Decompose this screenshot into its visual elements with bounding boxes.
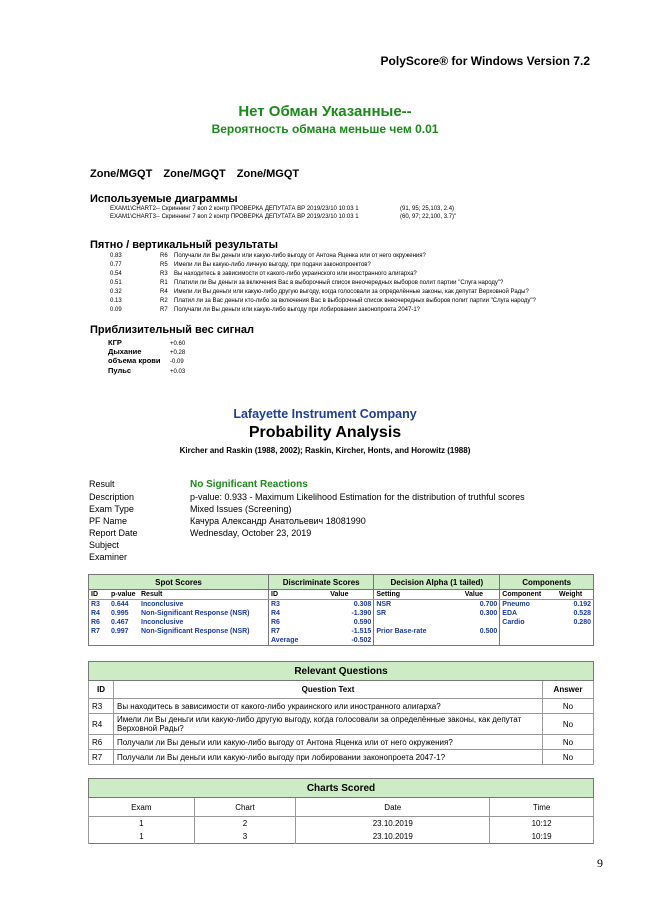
components-header: Components <box>500 575 594 590</box>
spot-scores-header: Spot Scores <box>89 575 269 590</box>
cell: 0.528 <box>573 610 591 617</box>
col-alpha-value: Value <box>463 590 500 600</box>
table-row <box>89 750 594 765</box>
chart-used-desc: EXAM1\CHART2-- Скриннинг 7 воп 2 контр ПРОВЕРКА ДЕПУТАТА ВР 2019/23/10 10:03 1 <box>110 206 359 212</box>
cell: R7 <box>89 750 114 765</box>
cell: R4 <box>269 609 329 618</box>
spot-value: 0.09 <box>110 307 122 313</box>
spot-text: Имели ли Вы какую-либо личную выгоду, при подачи законопроектов? <box>174 262 371 268</box>
relevant-questions-table <box>88 661 594 765</box>
info-value: Mixed Issues (Screening) <box>190 504 292 514</box>
spot-row <box>110 253 426 259</box>
spot-id: R3 <box>160 271 168 277</box>
cell: 0.644 <box>111 601 129 608</box>
col-weight: Weight <box>557 590 594 600</box>
cell: NSR <box>374 600 463 610</box>
cell: R7 <box>91 628 100 635</box>
cell: Получали ли Вы деньги или какую-либо выгоду при лобировании законопроета 2047-1? <box>114 750 543 765</box>
cell: -1.515 <box>351 628 372 635</box>
signal-label: Дыхание <box>108 347 142 356</box>
zone-label: Zone/MGQT <box>163 168 226 180</box>
signal-weights-title: Приблизительный вес сигнал <box>90 324 254 336</box>
analysis-title: Probability Analysis <box>248 424 402 441</box>
col-answer: Answer <box>543 681 594 699</box>
verdict-subtitle: Вероятность обмана меньше чем 0.01 <box>211 122 439 136</box>
cell: R3 <box>89 699 114 714</box>
cell: Имели ли Вы деньги или какую-либо другую выгоду, когда голосовали за определённые законы, как депутат Верховной Рады? <box>114 714 543 735</box>
charts-scored-title: Charts Scored <box>89 779 594 798</box>
cell: 0.997 <box>111 628 129 635</box>
chart-used-desc: EXAM1\CHART3-- Скриннинг 7 воп 2 контр ПРОВЕРКА ДЕПУТАТА ВР 2019/23/10 10:03 1 <box>110 214 359 220</box>
cell: 1 <box>89 830 195 844</box>
spot-id: R1 <box>160 280 168 286</box>
cell: No <box>543 714 594 735</box>
cell <box>557 636 594 646</box>
verdict-title: Нет Обман Указанные-- <box>238 103 412 120</box>
info-label: Report Date <box>89 528 138 538</box>
info-value: Качура Александр Анатольевич 18081990 <box>190 516 366 526</box>
cell: 2 <box>194 817 296 831</box>
cell: No <box>543 750 594 765</box>
cell: R6 <box>89 735 114 750</box>
info-label: Subject <box>89 540 120 550</box>
cell: Вы находитесь в зависимости от какого-либо украинского или иностранного алигарха? <box>114 699 543 714</box>
spot-text: Платил ли за Вас деньги кто-либо за включения Вас в выборочный список внеочередных выборов полит партии "Слуга народу"? <box>174 298 536 304</box>
cell: R3 <box>269 600 329 610</box>
spot-row <box>110 289 529 295</box>
cell: No <box>543 699 594 714</box>
relevant-questions-title: Relevant Questions <box>89 662 594 681</box>
cell <box>463 636 500 646</box>
signal-weight-row <box>108 366 185 375</box>
cell: SR <box>374 609 463 618</box>
cell: 0.995 <box>111 610 129 617</box>
signal-value: +0.03 <box>170 369 186 375</box>
table-row <box>89 618 594 627</box>
spot-value: 0.77 <box>110 262 122 268</box>
info-result-row <box>89 479 308 490</box>
references: Kircher and Raskin (1988, 2002); Raskin, Kircher, Honts, and Horowitz (1988) <box>179 446 471 455</box>
chart-used-vals: (91, 95; 25,103, 2.4) <box>400 206 455 212</box>
spot-id: R2 <box>160 298 168 304</box>
cell: 23.10.2019 <box>296 830 490 844</box>
cell: R3 <box>91 601 100 608</box>
info-label: Result <box>89 479 115 489</box>
info-report-date-row <box>89 528 311 538</box>
col-result: Result <box>139 590 269 600</box>
spot-value: 0.54 <box>110 271 122 277</box>
cell: 23.10.2019 <box>296 817 490 831</box>
info-description-row <box>89 492 525 502</box>
cell <box>374 636 463 646</box>
cell: Prior Base-rate <box>374 627 463 636</box>
info-label: PF Name <box>89 516 128 526</box>
spot-id: R4 <box>160 289 168 295</box>
table-row <box>89 817 594 831</box>
table-row <box>89 636 594 646</box>
cell: 0.467 <box>111 619 129 626</box>
signal-label: Пульс <box>108 366 132 375</box>
spot-results-title: Пятно / вертикальный результаты <box>90 239 279 251</box>
zone-label: Zone/MGQT <box>236 168 300 180</box>
table-row <box>89 627 594 636</box>
cell: 10:19 <box>490 830 594 844</box>
spot-value: 0.13 <box>110 298 122 304</box>
signal-label: КГР <box>108 338 122 347</box>
col-exam: Exam <box>89 798 195 817</box>
cell: 0.192 <box>573 601 591 608</box>
signal-weight-row <box>108 356 184 365</box>
cell: EDA <box>500 609 557 618</box>
chart-used-line <box>110 206 454 212</box>
cell <box>463 618 500 627</box>
app-version-header: PolyScore® for Windows Version 7.2 <box>380 54 590 68</box>
cell: Pneumo <box>500 600 557 610</box>
discriminate-scores-header: Discriminate Scores <box>269 575 374 590</box>
col-disc-id: ID <box>269 590 329 600</box>
cell: 0.300 <box>479 610 498 617</box>
col-disc-value: Value <box>328 590 374 600</box>
cell <box>500 627 557 636</box>
cell: 0.280 <box>573 619 591 626</box>
zone-labels <box>90 168 307 180</box>
spot-value: 0.51 <box>110 280 122 286</box>
info-label: Examiner <box>89 552 128 562</box>
cell: No <box>543 735 594 750</box>
page-number: 9 <box>597 856 603 870</box>
spot-value: 0.32 <box>110 289 122 295</box>
spot-row <box>110 298 536 304</box>
spot-row <box>110 280 503 286</box>
cell: R7 <box>269 627 329 636</box>
info-value: Wednesday, October 23, 2019 <box>190 528 312 538</box>
spot-text: Вы находитесь в зависимости от какого-либо украинского или иностранного алигарха? <box>174 271 417 277</box>
cell: Получали ли Вы деньги или какую-либо выгоду от Антона Яценка или от него окружения? <box>114 735 543 750</box>
table-row <box>89 830 594 844</box>
col-chart: Chart <box>194 798 296 817</box>
cell: R4 <box>89 714 114 735</box>
spot-text: Имели ли Вы деньги или какую-либо другую выгоду, когда голосовали за определённые законы, как депутат Верховной Рады? <box>174 289 529 295</box>
signal-label: объема крови <box>108 356 161 365</box>
cell: R6 <box>91 619 100 626</box>
cell: Inconclusive <box>141 601 184 608</box>
cell: 0.590 <box>353 619 372 626</box>
charts-used-title: Используемые диаграммы <box>90 193 238 205</box>
col-id: ID <box>89 590 110 600</box>
cell: Non-Significant Response (NSR) <box>141 610 250 617</box>
cell: R4 <box>91 610 100 617</box>
table-row <box>89 609 594 618</box>
cell <box>89 636 110 646</box>
spot-text: Получали ли Вы деньги или какую-либо выгоду при лобировании законопроета 2047-1? <box>174 307 421 313</box>
spot-row <box>110 307 420 313</box>
info-label: Exam Type <box>89 504 134 514</box>
spot-text: Платили ли Вы деньги за включения Вас в выборочный список внеочередных выборов полит партии "Слуга народу"? <box>174 280 504 286</box>
scores-table <box>88 574 594 646</box>
spot-row <box>110 271 417 277</box>
signal-value: +0.60 <box>170 341 186 347</box>
col-component: Component <box>500 590 557 600</box>
col-id: ID <box>89 681 114 699</box>
col-question-text: Question Text <box>114 681 543 699</box>
cell: Inconclusive <box>141 619 184 626</box>
chart-used-vals: (60, 97; 22,100, 3.7)" <box>400 214 457 220</box>
zone-label: Zone/MGQT <box>90 168 153 180</box>
table-row <box>89 699 594 714</box>
cell: 0.700 <box>479 601 498 608</box>
cell: 10:12 <box>490 817 594 831</box>
cell: 0.500 <box>479 628 498 635</box>
info-result-value: No Significant Reactions <box>190 479 308 490</box>
cell: Non-Significant Response (NSR) <box>141 628 250 635</box>
cell: Cardio <box>500 618 557 627</box>
cell <box>139 636 269 646</box>
spot-text: Получали ли Вы деньги или какую-либо выгоду от Антона Яценка или от него окружения? <box>174 253 426 259</box>
info-value: p-value: 0.933 - Maximum Likelihood Estimation for the distribution of truthful scores <box>190 492 525 502</box>
col-date: Date <box>296 798 490 817</box>
info-pf-name-row <box>89 516 366 526</box>
spot-row <box>110 262 371 268</box>
col-time: Time <box>490 798 594 817</box>
cell: R6 <box>269 618 329 627</box>
cell: 1 <box>89 817 195 831</box>
cell <box>109 636 139 646</box>
cell: 3 <box>194 830 296 844</box>
col-setting: Setting <box>374 590 463 600</box>
info-label: Description <box>89 492 135 502</box>
signal-weight-row <box>108 338 185 347</box>
table-row <box>89 714 594 735</box>
spot-value: 0.83 <box>110 253 122 259</box>
cell: -0.502 <box>351 637 372 644</box>
spot-id: R5 <box>160 262 168 268</box>
spot-id: R6 <box>160 253 168 259</box>
info-examiner-row <box>89 552 190 562</box>
signal-value: -0.09 <box>170 359 184 365</box>
cell: Average <box>269 636 329 646</box>
cell <box>374 618 463 627</box>
table-row <box>89 735 594 750</box>
chart-used-line <box>110 214 456 220</box>
cell: -1.390 <box>351 610 372 617</box>
cell <box>557 627 594 636</box>
signal-value: +0.28 <box>170 350 186 356</box>
cell <box>500 636 557 646</box>
signal-weight-row <box>108 347 185 356</box>
info-subject-row <box>89 540 190 550</box>
info-exam-type-row <box>89 504 292 514</box>
company-name: Lafayette Instrument Company <box>233 407 417 421</box>
decision-alpha-header: Decision Alpha (1 tailed) <box>374 575 500 590</box>
cell: 0.308 <box>353 601 372 608</box>
col-pvalue: p-value <box>109 590 139 600</box>
spot-id: R7 <box>160 307 168 313</box>
charts-scored-table <box>88 778 594 844</box>
table-row <box>89 600 594 610</box>
